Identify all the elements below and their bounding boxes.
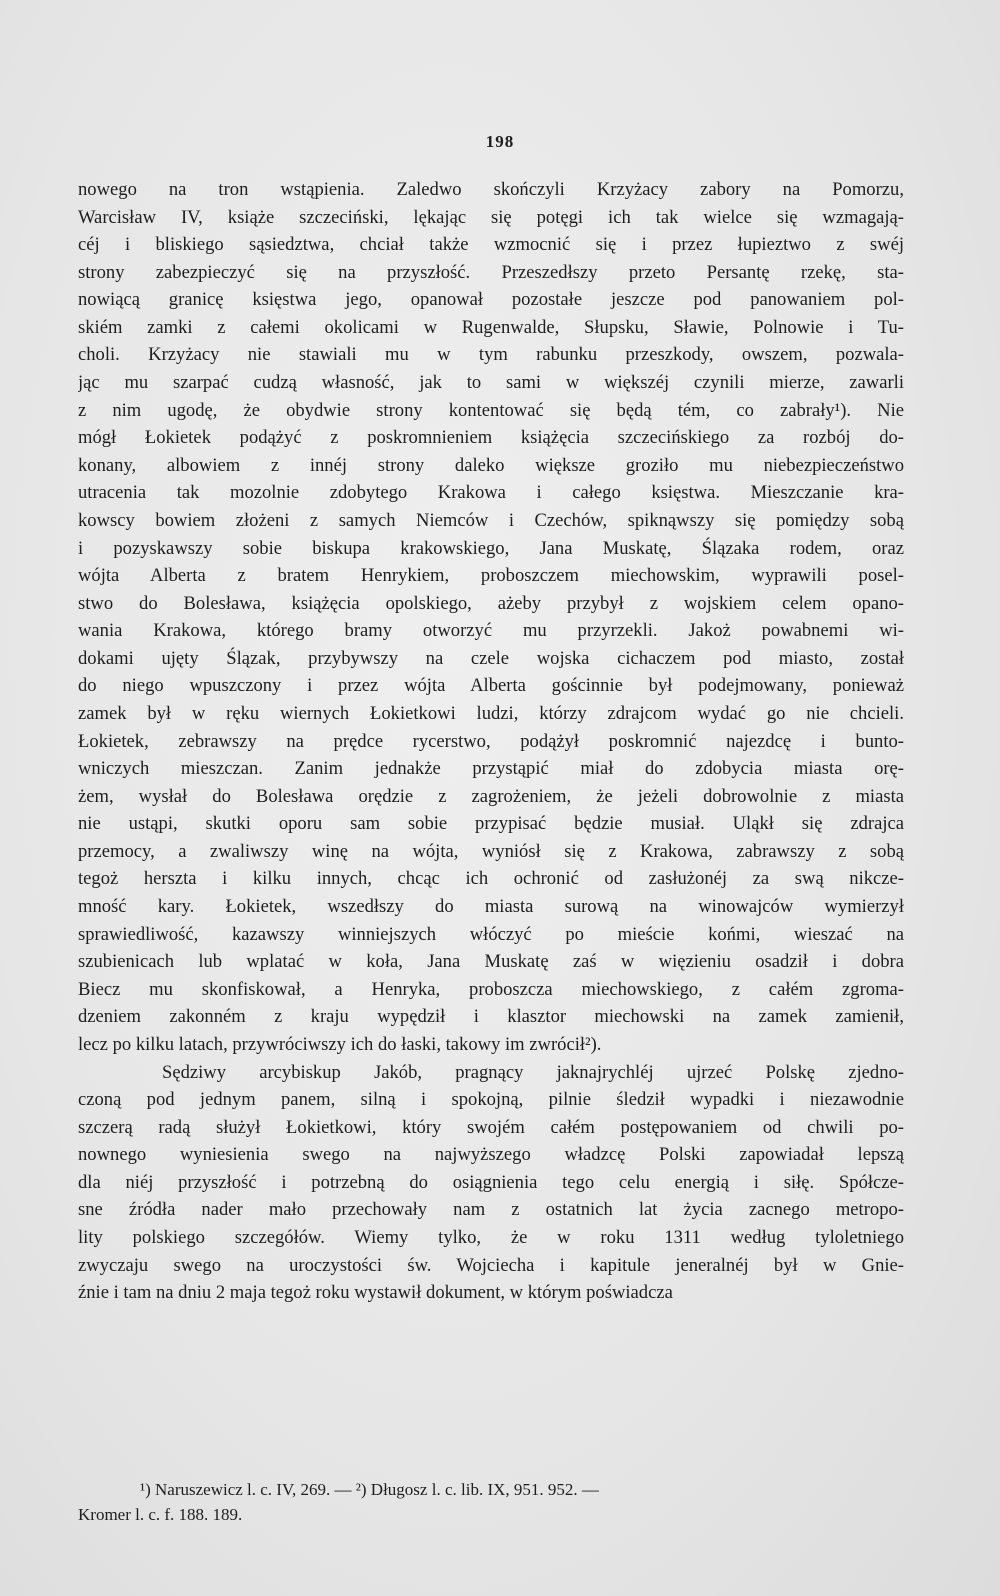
- text-line: dzeniem zakonném z kraju wypędził i klasztor miechowski na zamek zamienił,: [78, 1006, 904, 1028]
- text-line: z nim ugodę, że obydwie strony kontentować się będą tém, co zabrały¹). Nie: [78, 399, 904, 421]
- text-line: mógł Łokietek podążyć z poskromnieniem książęcia szczecińskiego za rozbój do-: [78, 427, 904, 449]
- text-line: jąc mu szarpać cudzą własność, jak to sami w większéj czynili mierze, zawarli: [78, 372, 904, 394]
- text-line: szubienicach lub wplatać w koła, Jana Muskatę zaś w więzieniu osadził i dobra: [78, 951, 904, 973]
- text-line: sne źródła nader mało przechowały nam z ostatnich lat życia zacnego metropo-: [78, 1199, 904, 1221]
- text-line: i pozyskawszy sobie biskupa krakowskiego, Jana Muskatę, Ślązaka rodem, oraz: [78, 537, 904, 559]
- text-line: nowiącą granicę księstwa jego, opanował pozostałe jeszcze pod panowaniem pol-: [78, 289, 904, 311]
- footnote-line: Kromer l. c. f. 188. 189.: [78, 1505, 243, 1524]
- text-line: tegoż herszta i kilku innych, chcąc ich ochronić od zasłużonéj za swą nikcze-: [78, 868, 904, 890]
- text-line: do niego wpuszczony i przez wójta Alberta gościnnie był podejmowany, ponieważ: [78, 675, 904, 697]
- text-line: żem, wysłał do Bolesława orędzie z zagrożeniem, że jeżeli dobrowolnie z miasta: [78, 785, 904, 807]
- text-line: Warcisław IV, książe szczeciński, lękając się potęgi ich tak wielce się wzmagają-: [78, 206, 904, 228]
- text-line: czoną pod jednym panem, silną i spokojną, pilnie śledził wypadki i niezawodnie: [78, 1089, 904, 1111]
- text-line: nownego wyniesienia swego na najwyższego władzcę Polski zapowiadał lepszą: [78, 1144, 904, 1166]
- text-line: zamek był w ręku wiernych Łokietkowi ludzi, którzy zdrajcom wydać go nie chcieli.: [78, 702, 904, 724]
- text-line: mność kary. Łokietek, wszedłszy do miasta surową na winowajców wymierzył: [78, 896, 904, 918]
- text-line: Sędziwy arcybiskup Jakób, pragnący jaknajrychléj ujrzeć Polskę zjedno-: [162, 1061, 904, 1083]
- text-line: kowscy bowiem złożeni z samych Niemców i Czechów, spiknąwszy się pomiędzy sobą: [78, 509, 904, 531]
- footnote-line: ¹) Naruszewicz l. c. IV, 269. — ²) Długosz l. c. lib. IX, 951. 952. —: [140, 1480, 599, 1499]
- text-line: strony zabezpieczyć się na przyszłość. Przeszedłszy przeto Persantę rzekę, sta-: [78, 261, 904, 283]
- text-line: dla niéj przyszłość i potrzebną do osiągnienia tego celu energią i siłę. Spółcze-: [78, 1171, 904, 1193]
- text-line: choli. Krzyżacy nie stawiali mu w tym rabunku przeszkody, owszem, pozwala-: [78, 344, 904, 366]
- text-line: dokami ujęty Ślązak, przybywszy na czele wojska cichaczem pod miasto, został: [78, 647, 904, 669]
- text-line: konany, albowiem z innéj strony daleko większe groziło mu niebezpieczeństwo: [78, 454, 904, 476]
- text-line: nowego na tron wstąpienia. Zaledwo skończyli Krzyżacy zabory na Pomorzu,: [78, 179, 904, 200]
- footnotes: [78, 1477, 904, 1527]
- text-line: szczerą radą służył Łokietkowi, który swojém całém postępowaniem od chwili po-: [78, 1116, 904, 1138]
- page-number: 198: [485, 132, 515, 151]
- text-line: sprawiedliwość, kazawszy winniejszych włóczyć po mieście końmi, wieszać na: [78, 923, 904, 945]
- body-text: [78, 176, 904, 1307]
- text-line: przemocy, a zwaliwszy winę na wójta, wyniósł się z Krakowa, zabrawszy z sobą: [78, 840, 904, 862]
- text-line: wania Krakowa, którego bramy otworzyć mu przyrzekli. Jakoż powabnemi wi-: [78, 620, 904, 642]
- text-line: Łokietek, zebrawszy na prędce rycerstwo, podążył poskromnić najezdcę i bunto-: [78, 730, 904, 752]
- text-line: wniczych mieszczan. Zanim jednakże przystąpić miał do zdobycia miasta orę-: [78, 758, 904, 780]
- text-line: céj i bliskiego sąsiedztwa, chciał także wzmocnić się i przez łupieztwo z swéj: [78, 234, 904, 256]
- text-line: nie ustąpi, skutki oporu sam sobie przypisać będzie musiał. Uląkł się zdrajca: [78, 813, 904, 835]
- text-line: utracenia tak mozolnie zdobytego Krakowa i całego księstwa. Mieszczanie kra-: [78, 482, 904, 504]
- text-line: Biecz mu skonfiskował, a Henryka, proboszcza miechowskiego, z całém zgroma-: [78, 978, 904, 1000]
- text-line: wójta Alberta z bratem Henrykiem, proboszczem miechowskim, wyprawili posel-: [78, 565, 904, 587]
- text-line: lecz po kilku latach, przywróciwszy ich do łaski, takowy im zwrócił²).: [78, 1033, 602, 1055]
- text-line: lity polskiego szczegółów. Wiemy tylko, że w roku 1311 według tyloletniego: [78, 1226, 904, 1248]
- text-line: stwo do Bolesława, książęcia opolskiego, ażeby przybył z wojskiem celem opano-: [78, 592, 904, 614]
- text-line: zwyczaju swego na uroczystości św. Wojciecha i kapitule jeneralnéj był w Gnie-: [78, 1254, 904, 1276]
- text-line: skiém zamki z całemi okolicami w Rugenwalde, Słupsku, Sławie, Polnowie i Tu-: [78, 316, 904, 338]
- text-line: źnie i tam na dniu 2 maja tegoż roku wystawił dokument, w którym poświadcza: [78, 1282, 673, 1304]
